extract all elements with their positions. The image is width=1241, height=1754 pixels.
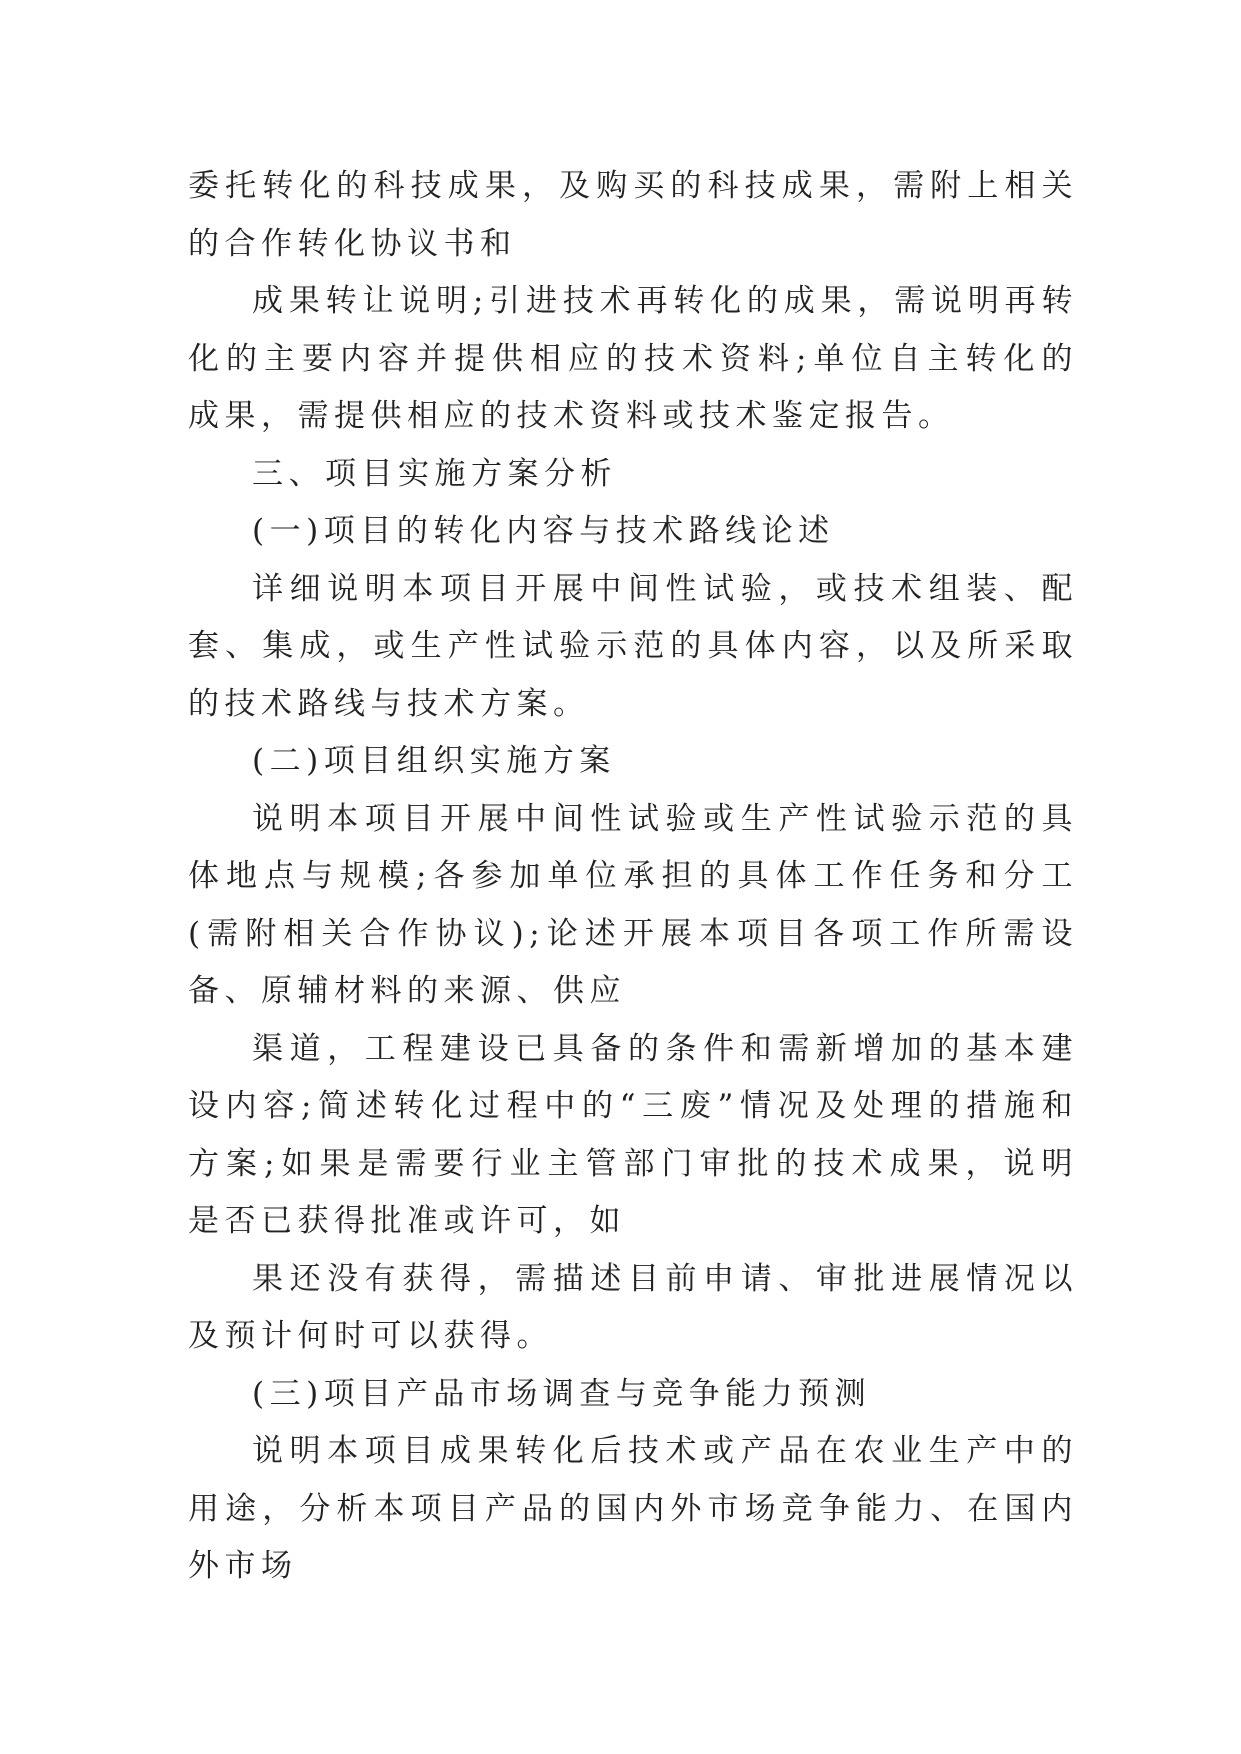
subsection-heading-3: (三)项目产品市场调查与竞争能力预测 — [252, 1375, 872, 1412]
paragraph-2: 成果转让说明;引进技术再转化的成果，需说明再转化的主要内容并提供相应的技术资料;单位自主转化的成果，需提供相应的技术资料或技术鉴定报告。 — [188, 283, 1078, 434]
paragraph-6: 果还没有获得，需描述目前申请、审批进展情况以及预计何时可以获得。 — [188, 1260, 1078, 1354]
section-heading-3: 三、项目实施方案分析 — [252, 455, 617, 492]
paragraph-3: 详细说明本项目开展中间性试验，或技术组装、配套、集成，或生产性试验示范的具体内容，以及所采取的技术路线与技术方案。 — [188, 570, 1078, 722]
paragraph-1: 委托转化的科技成果，及购买的科技成果，需附上相关的合作转化协议书和 — [188, 168, 1078, 262]
document-body — [188, 158, 1078, 1596]
paragraph-4: 说明本项目开展中间性试验或生产性试验示范的具体地点与规模;各参加单位承担的具体工作任务和分工(需附相关合作协议);论述开展本项目各项工作所需设备、原辅材料的来源、供应 — [188, 800, 1078, 1009]
paragraph-5: 渠道，工程建设已具备的条件和需新增加的基本建设内容;简述转化过程中的“三废”情况及处理的措施和方案;如果是需要行业主管部门审批的技术成果，说明是否已获得批准或许可，如 — [188, 1030, 1078, 1239]
paragraph-7: 说明本项目成果转化后技术或产品在农业生产中的用途，分析本项目产品的国内外市场竞争能力、在国内外市场 — [188, 1433, 1078, 1584]
subsection-heading-2: (二)项目组织实施方案 — [252, 743, 616, 779]
subsection-heading-1: (一)项目的转化内容与技术路线论述 — [252, 513, 835, 549]
